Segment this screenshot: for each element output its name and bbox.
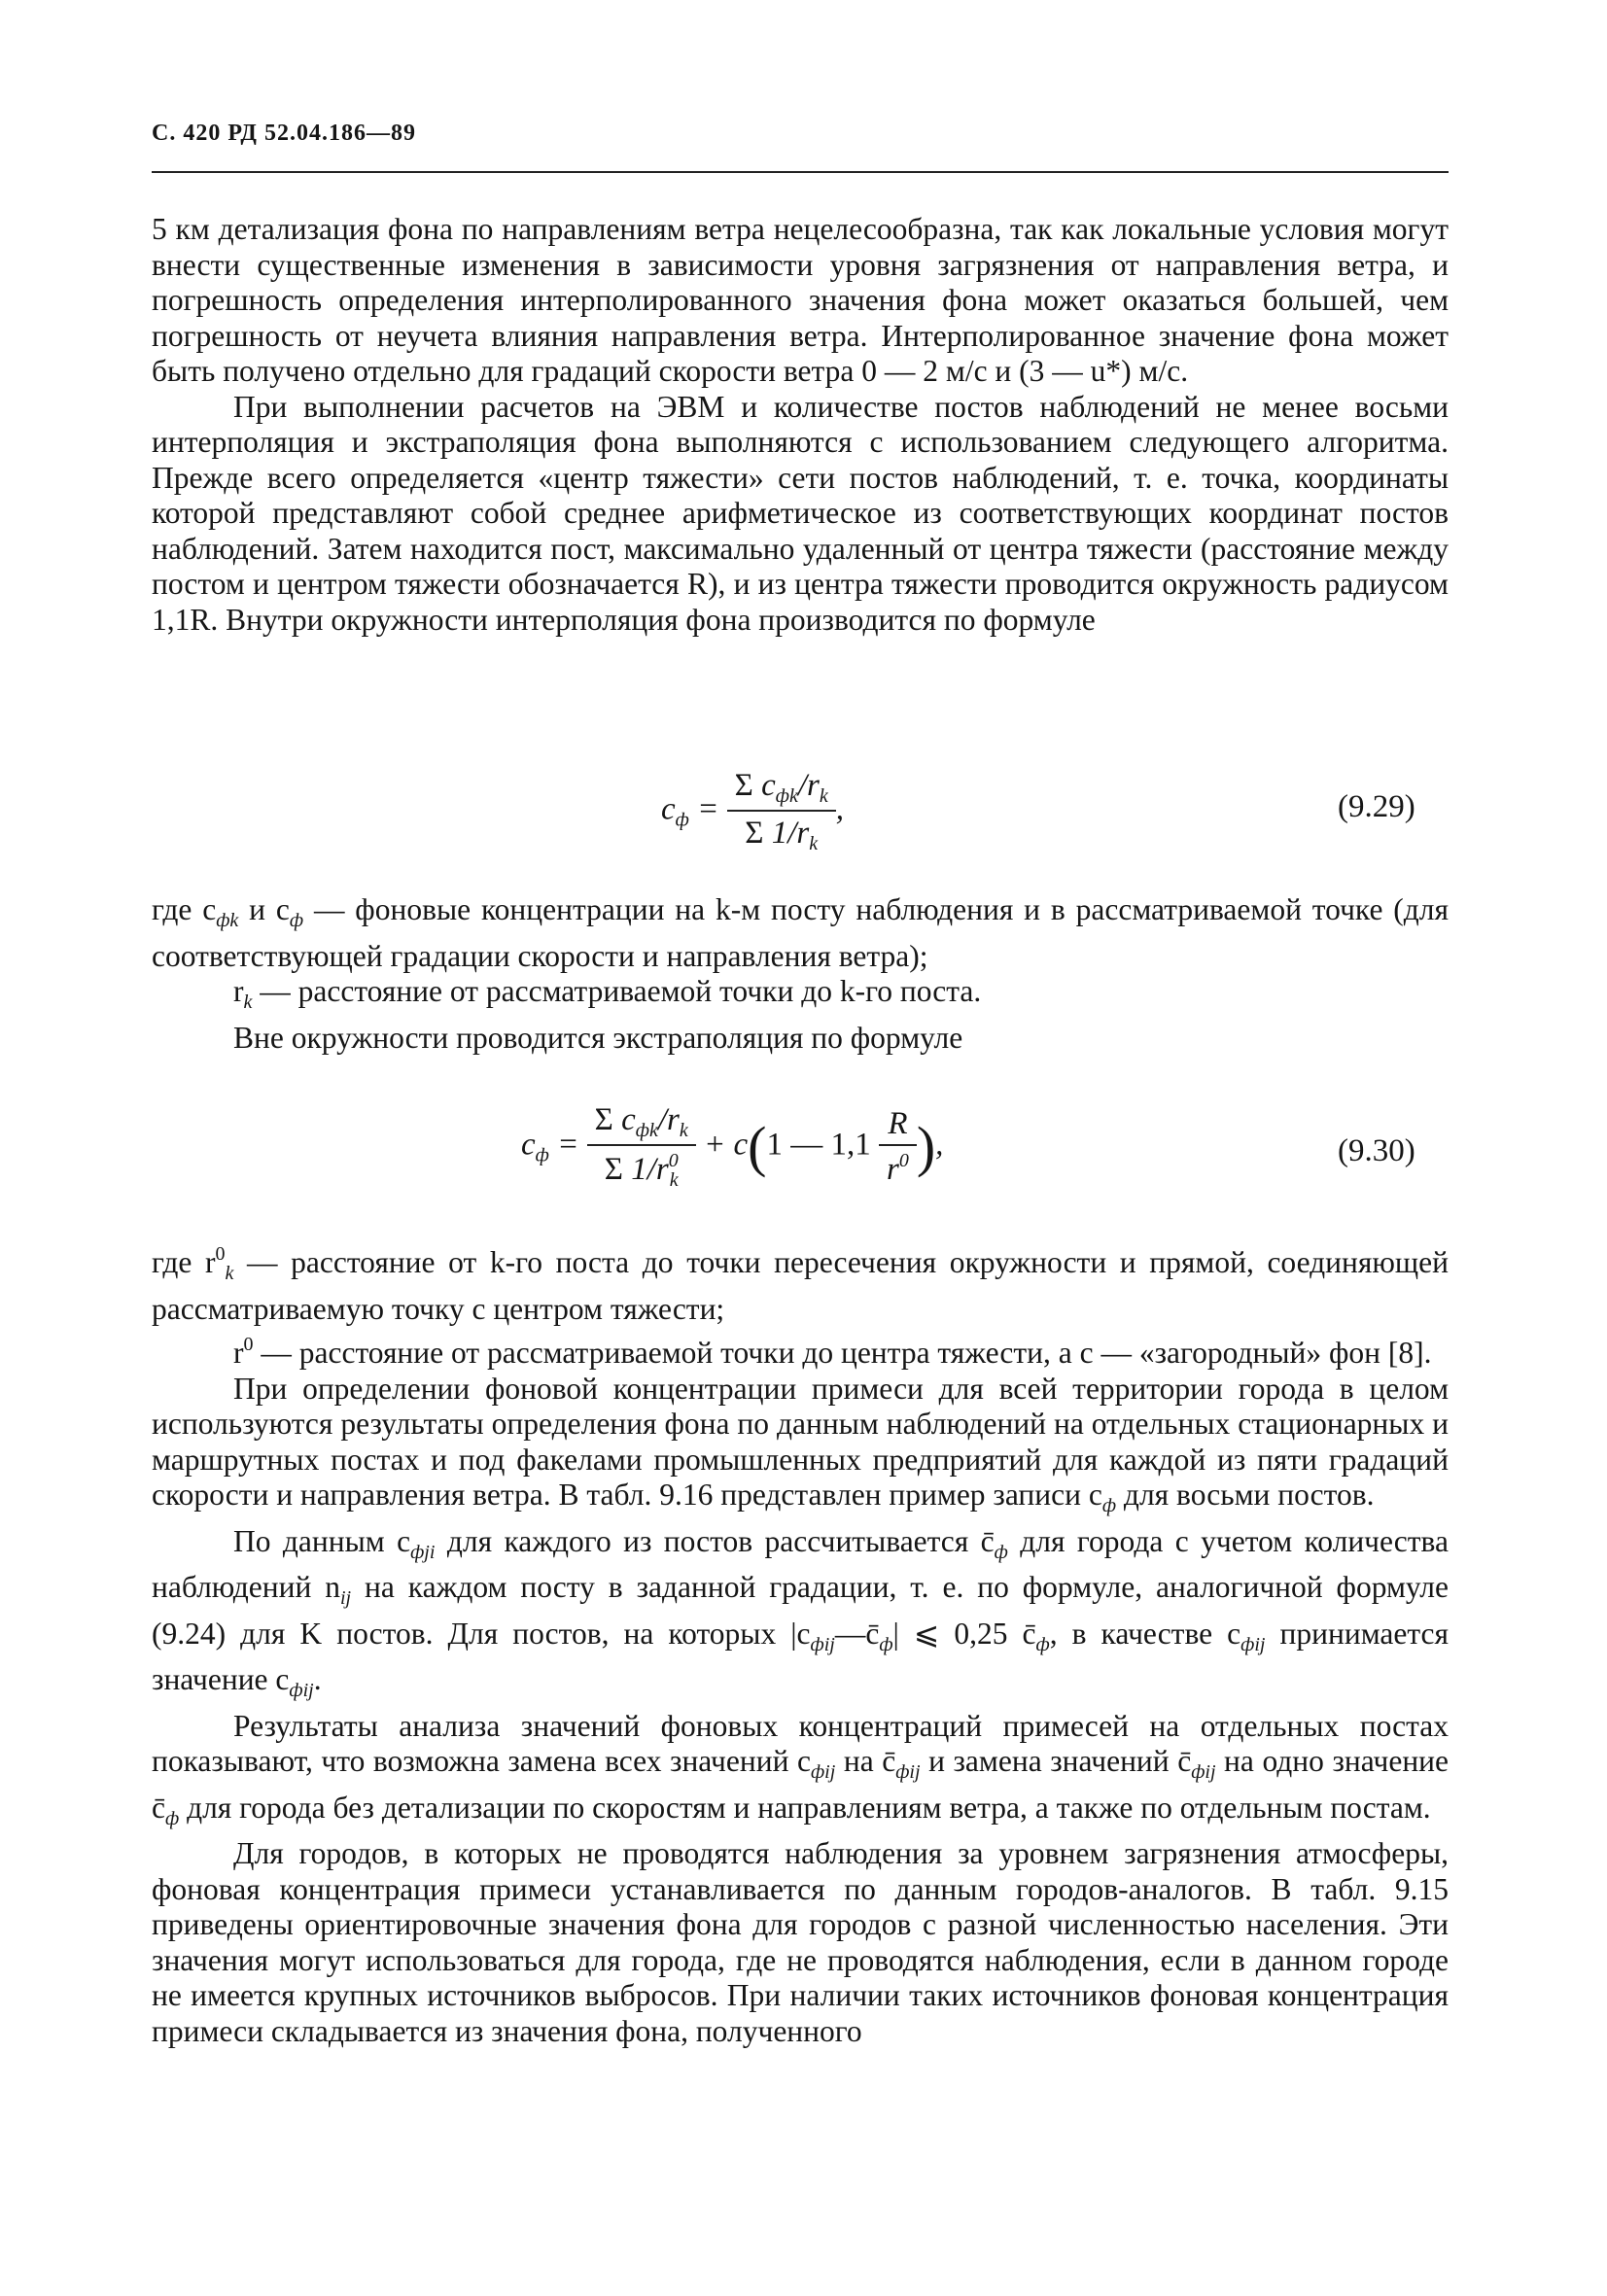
where-clause-2b: $r^0$ — расстояние от рассматриваемой точки до центра тяжести, а c — «загородный» фон [8].	[233, 1334, 1432, 1370]
where-clause-1: где $c_{фk}$ и $c_ф$ — фоновые концентрации на k-м посту наблюдения и в рассматриваемой точке (для соответствующей градации скорости и направления ветра);	[152, 892, 1450, 973]
where-clause-2: где $r^0_k$ — расстояние от k-го поста до точки пересечения окружности и прямой, соединяющей рассматриваемую точку с центром тяжести;	[152, 1243, 1449, 1326]
paragraph-3: Вне окружности проводится экстраполяция по формуле	[233, 1020, 963, 1055]
paragraph-5: По данным $c_{фji}$ для каждого из постов рассчитывается $c̄_ф$ для города с учетом количества наблюдений $n_{ij}$ на каждом посту в заданной градации, т. е. по формуле, аналогичной формуле (9.24) для K постов. Для постов, на которых $|c_{фij}—c̄_ф|$ ⩽ 0,25 $c̄_ф$, в качестве $c_{фij}$ принимается значение $c_{фij}$.	[152, 1523, 1449, 1701]
paragraph-6: Результаты анализа значений фоновых концентраций примесей на отдельных постах показывают, что возможна замена всех значений $c_{фij}$ на $c̄_{фij}$ и замена значений $c̄_{фij}$ на одно значение $c̄_ф$ для города без детализации по скоростям и направлениям ветра, а также по отдельным постам.	[152, 1708, 1450, 1829]
formula-9-30: $c_ф$ = $\frac{\Sigma c_{фk}/r_k}{\Sigma 1/r^0_k}$ + c(1 — 1,1 $\frac{R}{r^0}$ ),	[521, 1102, 944, 1191]
equation-number-9-29: (9.29)	[1338, 789, 1415, 824]
header-rule	[152, 171, 1449, 173]
paragraph-4: При определении фоновой концентрации примеси для всей территории города в целом используются результаты определения фона по данным наблюдений на отдельных стационарных и маршрутных постах и под факелами промышленных предприятий для каждой из пяти градаций скорости и направления ветра. В табл. 9.16 представлен пример записи $c_ф$ для восьми постов.	[152, 1371, 1449, 1516]
equation-number-9-30: (9.30)	[1338, 1133, 1415, 1168]
paragraph-1: 5 км детализация фона по направлениям ветра нецелесообразна, так как локальные условия могут внести существенные изменения в зависимости уровня загрязнения от направления ветра, и погрешность определения интерполированного значения фона может оказаться большей, чем погрешность от неучета влияния направления ветра. Интерполированное значение фона может быть получено отдельно для градаций скорости ветра 0 — 2 м/с и (3 — u*) м/с.	[152, 212, 1449, 388]
text-block-1	[152, 212, 1449, 638]
running-head: С. 420 РД 52.04.186—89	[152, 121, 416, 146]
formula-9-29-fraction: $\frac{\Sigma c_{фk}/r_k}{\Sigma 1/r_k}$	[727, 768, 836, 855]
text-block-2	[152, 892, 1449, 1056]
formula-9-30-fraction: $\frac{\Sigma c_{фk}/r_k}{\Sigma 1/r^0_k}$	[587, 1102, 696, 1192]
paragraph-2: При выполнении расчетов на ЭВМ и количестве постов наблюдений не менее восьми интерполяция и экстраполяция фона выполняются с использованием следующего алгоритма. Прежде всего определяется «центр тяжести» сети постов наблюдений, т. е. точка, координаты которой представляют собой среднее арифметическое из соответствующих координат постов наблюдений. Затем находится пост, максимально удаленный от центра тяжести (расстояние между постом и центром тяжести обозначается R), и из центра тяжести проводится окружность радиусом 1,1R. Внутри окружности интерполяция фона производится по формуле	[152, 389, 1449, 637]
paragraph-7: Для городов, в которых не проводятся наблюдения за уровнем загрязнения атмосферы, фоновая концентрация примеси устанавливается по данным городов-аналогов. В табл. 9.15 приведены ориентировочные значения фона для городов с разной численностью населения. Эти значения могут использоваться для города, где не проводятся наблюдения, если в данном городе не имеется крупных источников выбросов. При наличии таких источников фоновая концентрация примеси складывается из значения фона, полученного	[152, 1836, 1449, 2048]
text-block-3	[152, 1236, 1449, 2049]
where-clause-1b: $r_k$ — расстояние от рассматриваемой точки до k-го поста.	[233, 974, 982, 1013]
formula-9-29: $c_ф$ = $\frac{\Sigma c_{фk}/r_k}{\Sigma 1/r_k}$ ,	[661, 768, 844, 854]
formula-9-30-ratio: $\frac{R}{r^0}$	[879, 1106, 917, 1188]
